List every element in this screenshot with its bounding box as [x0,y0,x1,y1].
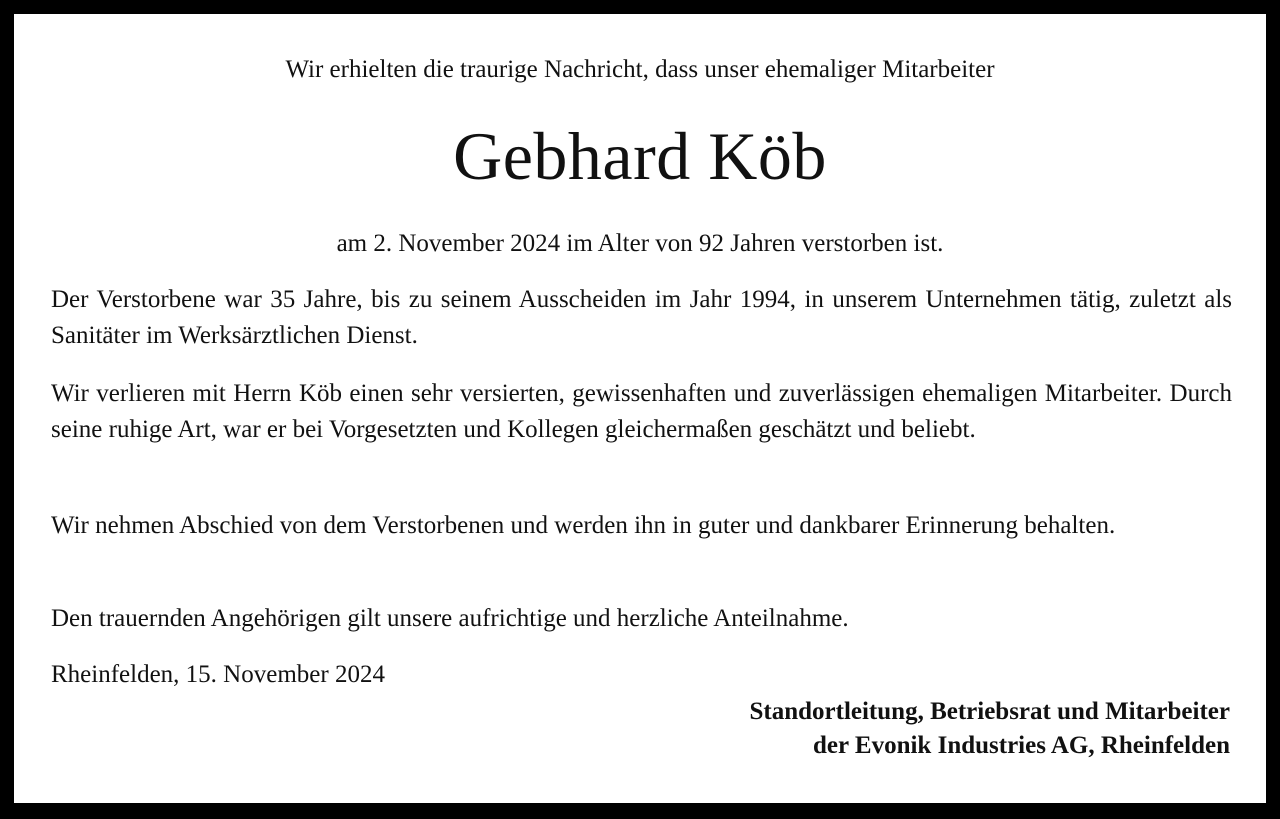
deceased-name: Gebhard Köb [453,118,827,194]
paragraph-tribute: Wir verlieren mit Herrn Köb einen sehr versierten, gewissenhaften und zuverlässigen ehemaligen Mitarbeiter. Durch seine ruhige Art, war er bei Vorgesetzten und Kollegen gleichermaßen geschätzt und beliebt. [51,380,1232,443]
place-date: Rheinfelden, 15. November 2024 [51,661,385,688]
obituary-notice [14,14,1266,803]
intro-text: Wir erhielten die traurige Nachricht, dass unser ehemaliger Mitarbeiter [285,56,995,83]
death-date-text: am 2. November 2024 im Alter von 92 Jahren verstorben ist. [336,230,944,257]
paragraph-career: Der Verstorbene war 35 Jahre, bis zu seinem Ausscheiden im Jahr 1994, in unserem Unternehmen tätig, zuletzt als Sanitäter im Werksärztlichen Dienst. [51,286,1232,349]
signature-block [749,695,1230,763]
signature-line-1: Standortleitung, Betriebsrat und Mitarbeiter [749,698,1230,725]
signature-line-2: der Evonik Industries AG, Rheinfelden [813,732,1230,759]
paragraph-farewell: Wir nehmen Abschied von dem Verstorbenen und werden ihn in guter und dankbarer Erinnerung behalten. [51,512,1116,539]
paragraph-condolences: Den trauernden Angehörigen gilt unsere aufrichtige und herzliche Anteilnahme. [51,605,849,632]
